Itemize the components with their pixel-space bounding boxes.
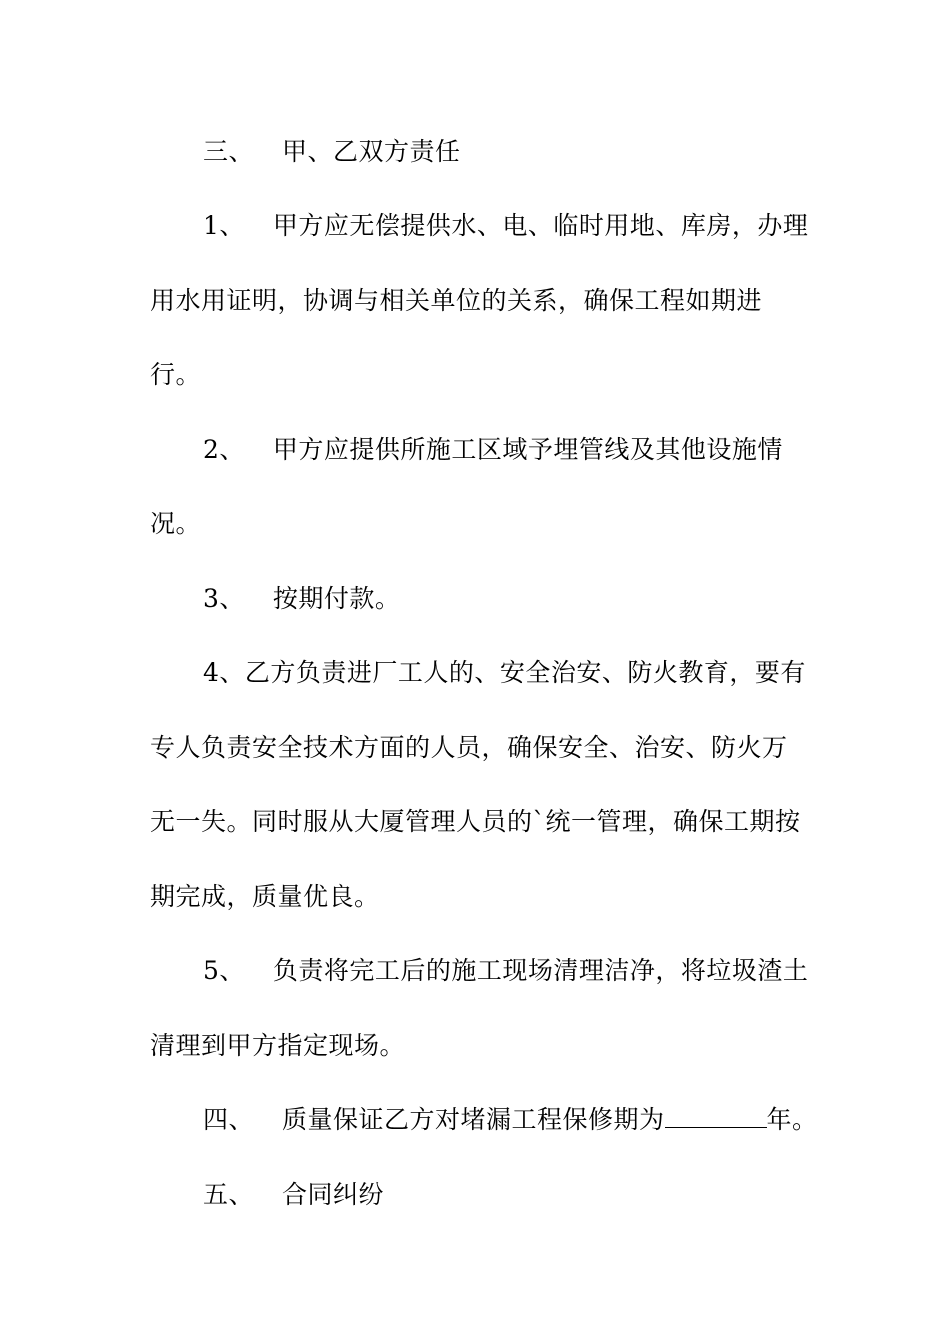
paragraph-line [0, 583, 950, 615]
item-text: 甲方应无偿提供水、电、临时用地、库房，办理 [272, 211, 809, 240]
paragraph-line [0, 1030, 950, 1062]
fill-in-blank [665, 1105, 767, 1128]
section-heading [0, 1179, 950, 1211]
item-number: 1、 [203, 211, 245, 240]
item-number: 5、 [203, 956, 245, 985]
section-title: 质量保证乙方对堵漏工程保修期为 [282, 1105, 665, 1134]
item-text: 期完成，质量优良。 [150, 882, 380, 911]
paragraph-line [0, 434, 950, 466]
item-text: 况。 [150, 509, 202, 538]
paragraph-line [0, 732, 950, 764]
item-number: 3、 [203, 584, 245, 613]
item-text: 按期付款。 [272, 584, 401, 613]
section-title: 甲、乙双方责任 [282, 137, 461, 166]
section-heading [0, 1104, 950, 1136]
item-text: 用水用证明，协调与相关单位的关系，确保工程如期进 [150, 286, 763, 315]
paragraph-line [0, 955, 950, 987]
paragraph-line [0, 806, 950, 838]
paragraph-line [0, 359, 950, 391]
paragraph-line [0, 881, 950, 913]
paragraph-line [0, 508, 950, 540]
paragraph-line [0, 285, 950, 317]
item-text: 专人负责安全技术方面的人员，确保安全、治安、防火万 [150, 733, 788, 762]
section-heading [0, 136, 950, 168]
item-text: 无一失。同时服从大厦管理人员的`统一管理，确保工期按 [150, 807, 801, 836]
section-number: 四、 [203, 1105, 255, 1134]
item-text: 行。 [150, 360, 202, 389]
section-title: 合同纠纷 [282, 1180, 385, 1209]
item-text: 清理到甲方指定现场。 [150, 1031, 406, 1060]
item-text: 甲方应提供所施工区域予埋管线及其他设施情 [272, 435, 783, 464]
item-number: 2、 [203, 435, 245, 464]
paragraph-line [0, 210, 950, 242]
paragraph-line [0, 657, 950, 689]
section-number: 五、 [203, 1180, 255, 1209]
item-text: 4、乙方负责进厂工人的、安全治安、防火教育，要有 [203, 658, 806, 687]
item-text: 负责将完工后的施工现场清理洁净，将垃圾渣土 [272, 956, 809, 985]
section-title-suffix: 年。 [766, 1105, 818, 1134]
section-number: 三、 [203, 137, 255, 166]
